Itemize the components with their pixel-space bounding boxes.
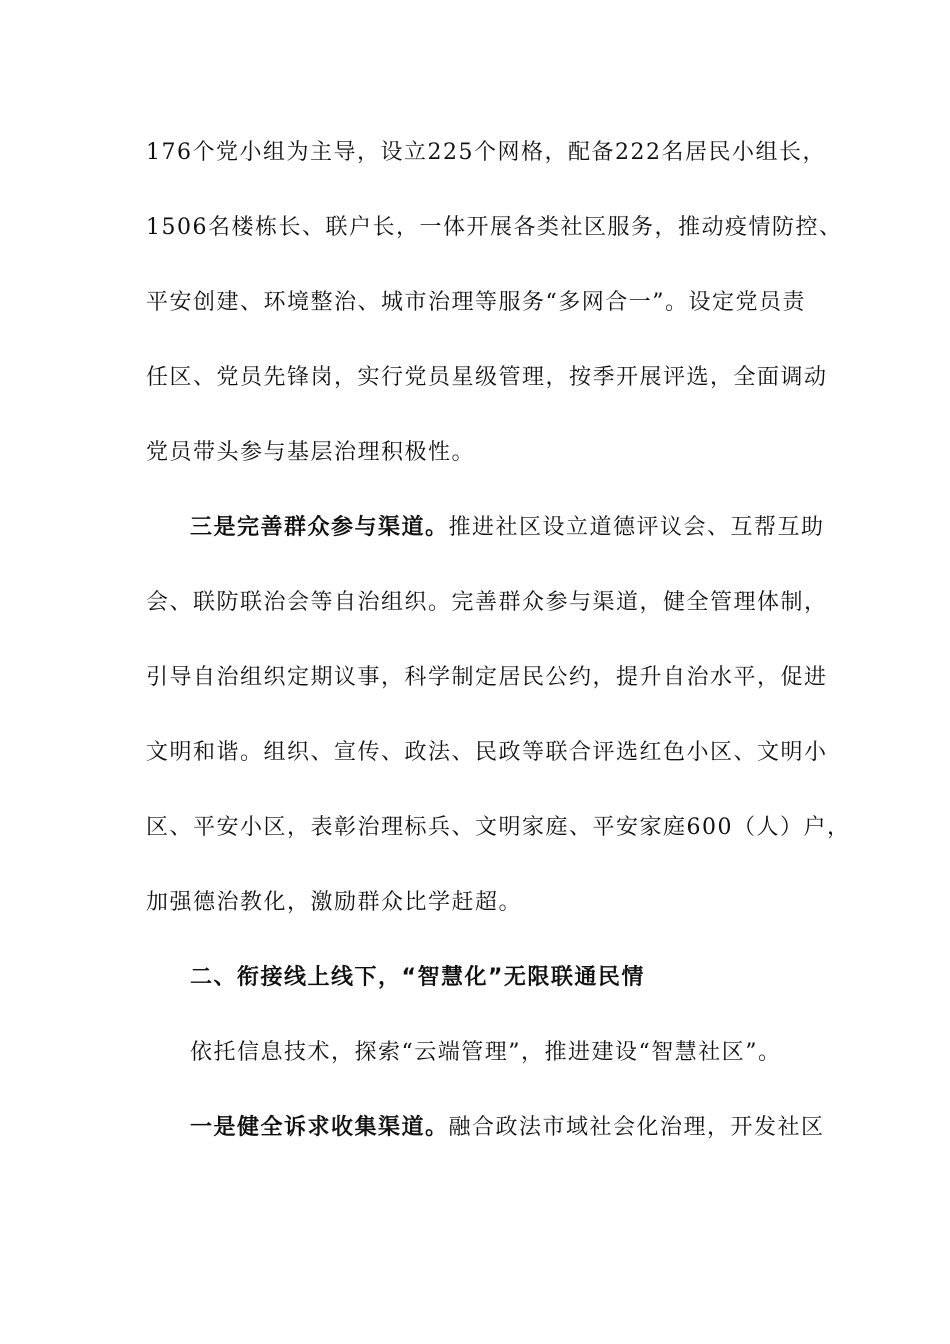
paragraph-lead: 三是完善群众参与渠道。 xyxy=(190,514,449,540)
paragraph-line: 文明和谐。组织、宣传、政法、民政等联合评选红色小区、文明小 xyxy=(146,740,828,765)
paragraph-line: 会、联防联治会等自治组织。完善群众参与渠道，健全管理体制， xyxy=(146,590,828,615)
paragraph-line: 引导自治组织定期议事，科学制定居民公约，提升自治水平，促进 xyxy=(146,665,828,690)
paragraph-lead: 一是健全诉求收集渠道。 xyxy=(190,1114,449,1140)
paragraph-line: 任区、党员先锋岗，实行党员星级管理，按季开展评选，全面调动 xyxy=(146,365,828,390)
paragraph-line: 176个党小组为主导，设立225个网格，配备222名居民小组长， xyxy=(146,140,826,165)
paragraph-line: 加强德治教化，激励群众比学赶超。 xyxy=(146,890,523,915)
section-heading: 二、衔接线上线下，“智慧化”无限联通民情 xyxy=(190,965,645,990)
paragraph-line: 党员带头参与基层治理积极性。 xyxy=(146,440,476,465)
document-page xyxy=(146,124,851,1174)
paragraph-line: 区、平安小区，表彰治理标兵、文明家庭、平安家庭600（人）户， xyxy=(146,815,851,840)
paragraph-line: 1506名楼栋长、联户长，一体开展各类社区服务，推动疫情防控、 xyxy=(146,215,843,240)
paragraph-first-line xyxy=(146,1099,825,1174)
paragraph-first-line xyxy=(146,499,825,574)
paragraph-line: 依托信息技术，探索“云端管理”，推进建设“智慧社区”。 xyxy=(190,1040,782,1065)
paragraph-text: 融合政法市域社会化治理，开发社区 xyxy=(448,1115,825,1140)
paragraph-line: 平安创建、环境整治、城市治理等服务“多网合一”。设定党员责 xyxy=(146,290,806,315)
paragraph-text: 推进社区设立道德评议会、互帮互助 xyxy=(448,515,825,540)
